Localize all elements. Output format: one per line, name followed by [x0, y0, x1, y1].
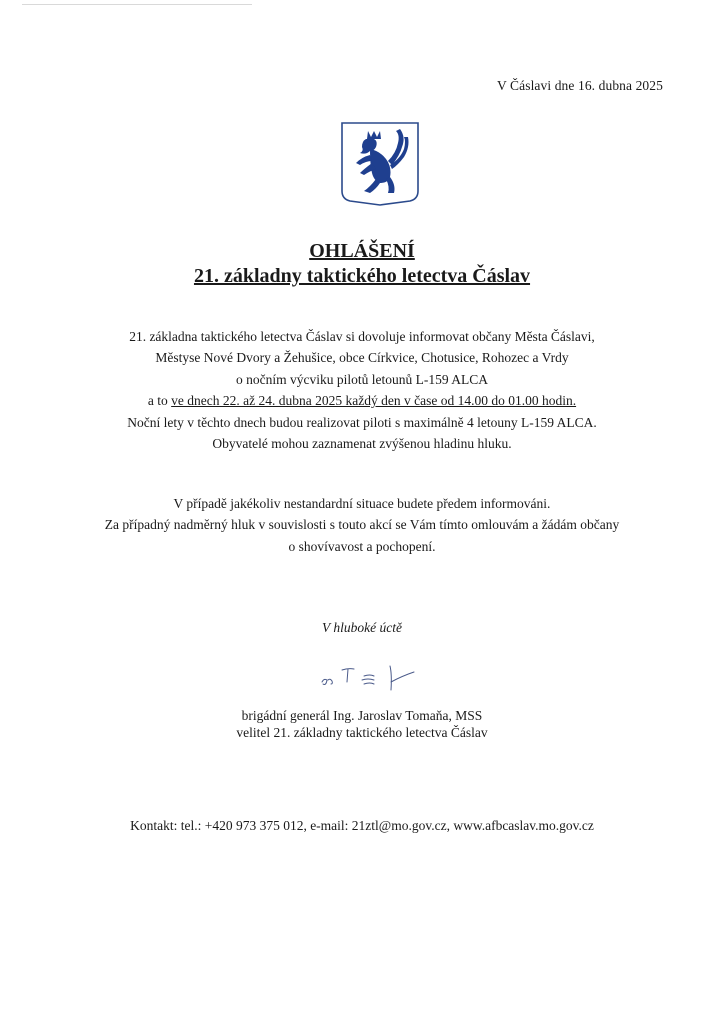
dates-underlined: ve dnech 22. až 24. dubna 2025 každý den v čase od 14.00 do 01.00 hodin.: [171, 393, 577, 409]
contact-line: Kontakt: tel.: +420 973 375 012, e-mail: 21ztl@mo.gov.cz, www.afbcaslav.mo.gov.cz: [130, 818, 594, 833]
signatory-name: brigádní generál Ing. Jaroslav Tomaňa, MSS: [241, 708, 483, 723]
heraldic-lion-emblem-icon: [340, 121, 420, 207]
signatory-block: [0, 707, 724, 741]
dates-prefix: a to: [147, 393, 168, 409]
apology-paragraph: [0, 493, 724, 557]
date-line: V Čáslavi dne 16. dubna 2025: [496, 78, 663, 93]
paragraph-line: Městyse Nové Dvory a Žehušice, obce Církvice, Chotusice, Rohozec a Vrdy: [155, 350, 569, 366]
document-title: OHLÁŠENÍ: [309, 240, 415, 262]
paragraph-line: V případě jakékoliv nestandardní situace budete předem informováni.: [173, 496, 551, 511]
scan-edge-line: [22, 4, 252, 5]
paragraph-line: o nočním výcviku pilotů letounů L-159 ALCA: [236, 371, 488, 387]
paragraph-line: Za případný nadměrný hluk v souvislosti s touto akcí se Vám tímto omlouvám a žádám občany: [104, 517, 620, 533]
signatory-role: velitel 21. základny taktického letectva Čáslav: [236, 725, 488, 740]
paragraph-line: Obyvatelé mohou zaznamenat zvýšenou hladinu hluku.: [212, 435, 512, 451]
closing-salutation: V hluboké úctě: [322, 620, 402, 635]
announcement-paragraph: [0, 326, 724, 454]
paragraph-line: 21. základna taktického letectva Čáslav si dovoluje informovat občany Města Čáslavi,: [129, 329, 595, 344]
paragraph-line-dates: [0, 390, 724, 411]
paragraph-line: Noční lety v těchto dnech budou realizovat piloti s maximálně 4 letouny L-159 ALCA.: [127, 414, 597, 430]
paragraph-line: o shovívavost a pochopení.: [288, 538, 436, 554]
handwritten-signature: [318, 660, 428, 696]
document-subtitle: 21. základny taktického letectva Čáslav: [193, 265, 531, 287]
